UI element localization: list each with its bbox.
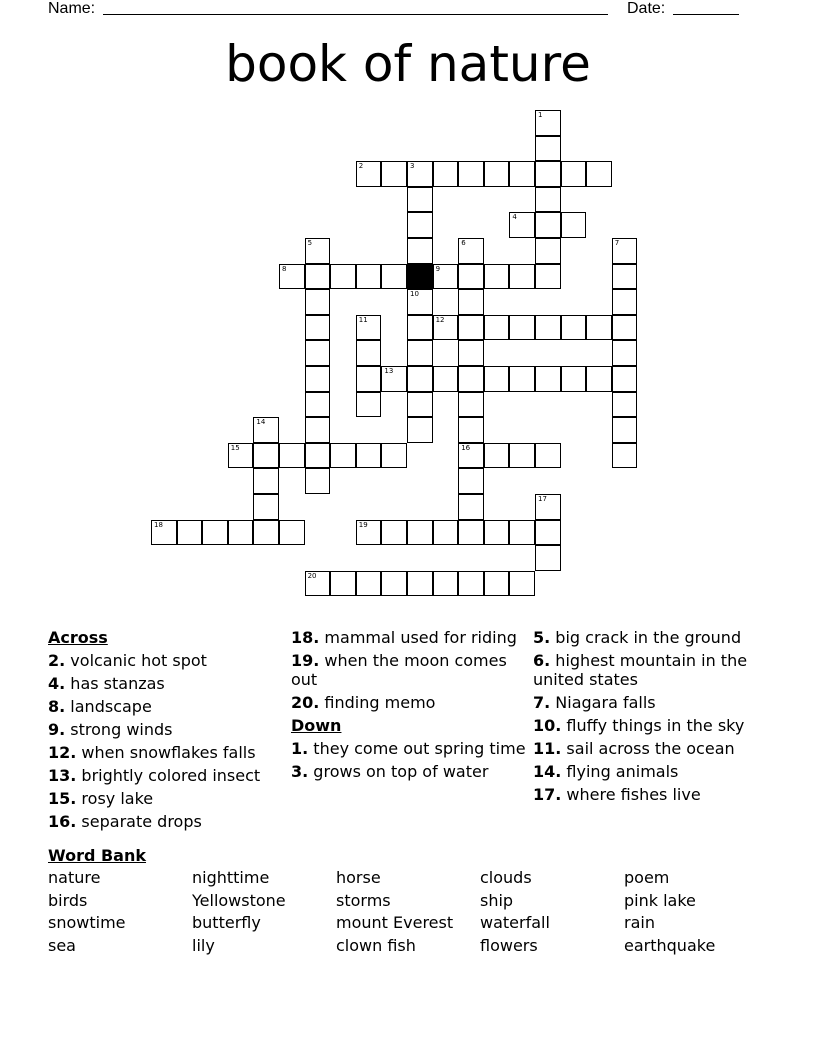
clue-item xyxy=(48,743,288,762)
crossword-cell[interactable] xyxy=(356,571,382,597)
clue-text: they come out spring time xyxy=(308,739,526,758)
clue-column-3 xyxy=(533,628,773,808)
clue-text: has stanzas xyxy=(65,674,165,693)
crossword-cell[interactable] xyxy=(509,571,535,597)
crossword-cell[interactable] xyxy=(305,315,331,341)
crossword-cell[interactable] xyxy=(407,212,433,238)
clue-number: 10. xyxy=(533,716,562,735)
crossword-cell[interactable] xyxy=(407,366,433,392)
crossword-cell[interactable] xyxy=(612,315,638,341)
clue-item xyxy=(48,766,288,785)
crossword-cell[interactable] xyxy=(356,366,382,392)
clue-text: sail across the ocean xyxy=(561,739,735,758)
word-bank-item: nature xyxy=(48,868,101,887)
crossword-cell[interactable] xyxy=(509,161,535,187)
crossword-cell[interactable] xyxy=(407,340,433,366)
crossword-cell[interactable] xyxy=(458,289,484,315)
word-bank-item: snowtime xyxy=(48,913,126,932)
crossword-cell[interactable] xyxy=(177,520,203,546)
crossword-cell[interactable] xyxy=(484,315,510,341)
crossword-cell[interactable] xyxy=(279,443,305,469)
word-bank-item: mount Everest xyxy=(336,913,454,932)
crossword-cell[interactable] xyxy=(612,264,638,290)
word-bank-item: rain xyxy=(624,913,655,932)
clue-number: 4. xyxy=(48,674,66,693)
crossword-cell[interactable] xyxy=(305,468,331,494)
clue-number: 2. xyxy=(48,651,66,670)
clue-number: 11. xyxy=(533,739,562,758)
clue-item xyxy=(291,739,531,758)
crossword-cell[interactable] xyxy=(561,315,587,341)
word-bank-item: birds xyxy=(48,890,88,910)
word-bank-item: waterfall xyxy=(480,913,550,932)
crossword-cell[interactable] xyxy=(458,571,484,597)
clue-text: separate drops xyxy=(76,812,202,831)
word-bank-item: poem xyxy=(624,868,670,887)
name-label: Name: xyxy=(48,0,96,17)
clue-text: volcanic hot spot xyxy=(65,651,207,670)
clue-item xyxy=(48,651,288,670)
cell-number: 8 xyxy=(282,264,287,273)
crossword-cell[interactable] xyxy=(561,161,587,187)
cell-number: 1 xyxy=(538,111,543,119)
crossword-cell[interactable] xyxy=(305,392,331,418)
clue-number: 3. xyxy=(291,762,309,781)
crossword-cell[interactable] xyxy=(305,340,331,366)
crossword-cell[interactable] xyxy=(535,494,561,520)
crossword-cell[interactable] xyxy=(433,264,459,290)
crossword-cell[interactable] xyxy=(458,417,484,443)
clue-item xyxy=(291,693,531,712)
crossword-cell[interactable] xyxy=(484,264,510,290)
crossword-cell[interactable] xyxy=(484,571,510,597)
crossword-cell[interactable] xyxy=(151,520,177,546)
crossword-cell[interactable] xyxy=(612,238,638,264)
crossword-cell[interactable] xyxy=(381,366,407,392)
crossword-cell[interactable] xyxy=(407,520,433,546)
clue-text: brightly colored insect xyxy=(76,766,261,785)
crossword-cell[interactable] xyxy=(458,366,484,392)
clue-item xyxy=(291,651,531,689)
crossword-cell[interactable] xyxy=(330,443,356,469)
cell-number: 18 xyxy=(154,520,163,529)
clue-number: 16. xyxy=(48,812,77,831)
crossword-cell[interactable] xyxy=(407,315,433,341)
crossword-cell[interactable] xyxy=(381,520,407,546)
cell-number: 5 xyxy=(307,239,313,247)
cell-number: 19 xyxy=(358,520,368,529)
crossword-cell[interactable] xyxy=(484,520,510,546)
crossword-cell[interactable] xyxy=(356,315,382,341)
crossword-cell[interactable] xyxy=(458,494,484,520)
crossword-cell[interactable] xyxy=(612,392,638,418)
crossword-cell[interactable] xyxy=(356,443,382,469)
crossword-cell[interactable] xyxy=(509,315,535,341)
crossword-cell[interactable] xyxy=(330,264,356,290)
crossword-cell[interactable] xyxy=(484,161,510,187)
crossword-cell[interactable] xyxy=(535,136,561,162)
clue-text: flying animals xyxy=(561,762,679,781)
clue-number: 15. xyxy=(48,789,77,808)
crossword-cell[interactable] xyxy=(407,238,433,264)
clue-item xyxy=(533,762,773,781)
cell-number: 11 xyxy=(358,315,368,324)
crossword-cell[interactable] xyxy=(458,520,484,546)
crossword-cell[interactable] xyxy=(509,366,535,392)
word-bank-item: nighttime xyxy=(192,868,270,887)
cell-number: 20 xyxy=(307,571,317,580)
crossword-cell[interactable] xyxy=(253,417,279,443)
crossword-cell[interactable] xyxy=(535,264,561,290)
crossword-cell[interactable] xyxy=(509,443,535,469)
crossword-cell[interactable] xyxy=(381,443,407,469)
clue-number: 18. xyxy=(291,628,320,647)
crossword-cell[interactable] xyxy=(535,110,561,136)
crossword-cell[interactable] xyxy=(458,443,484,469)
crossword-black-square xyxy=(407,264,433,290)
crossword-cell[interactable] xyxy=(330,571,356,597)
crossword-cell[interactable] xyxy=(458,238,484,264)
cell-number: 2 xyxy=(358,162,364,171)
clue-text: finding memo xyxy=(319,693,436,712)
crossword-cell[interactable] xyxy=(612,366,638,392)
crossword-cell[interactable] xyxy=(356,340,382,366)
crossword-cell[interactable] xyxy=(509,264,535,290)
crossword-cell[interactable] xyxy=(535,212,561,238)
clue-text: Niagara falls xyxy=(550,693,656,712)
crossword-cell[interactable] xyxy=(356,264,382,290)
cell-number: 16 xyxy=(461,443,471,452)
across-heading: Across xyxy=(48,628,108,647)
crossword-cell[interactable] xyxy=(458,264,484,290)
crossword-cell[interactable] xyxy=(535,443,561,469)
clue-text: rosy lake xyxy=(76,789,154,808)
clue-number: 7. xyxy=(533,693,551,712)
crossword-cell[interactable] xyxy=(228,443,254,469)
crossword-cell[interactable] xyxy=(458,161,484,187)
clue-text: highest mountain in the united states xyxy=(533,651,748,689)
clue-text: when the moon comes out xyxy=(291,651,507,689)
clue-text: strong winds xyxy=(65,720,173,739)
clue-text: when snowflakes falls xyxy=(76,743,256,762)
down-heading: Down xyxy=(291,716,342,735)
cell-number: 13 xyxy=(384,367,394,375)
crossword-cell[interactable] xyxy=(407,187,433,213)
cell-number: 6 xyxy=(461,239,466,247)
crossword-cell[interactable] xyxy=(458,315,484,341)
crossword-cell[interactable] xyxy=(381,161,407,187)
crossword-cell[interactable] xyxy=(305,264,331,290)
clue-item xyxy=(48,674,288,693)
clue-text: landscape xyxy=(65,697,152,716)
crossword-cell[interactable] xyxy=(228,520,254,546)
crossword-cell[interactable] xyxy=(305,571,331,597)
clue-number: 17. xyxy=(533,785,562,804)
crossword-cell[interactable] xyxy=(509,212,535,238)
word-bank-item: ship xyxy=(480,890,514,910)
clue-text: mammal used for riding xyxy=(319,628,517,647)
crossword-cell[interactable] xyxy=(433,315,459,341)
word-bank-item: Yellowstone xyxy=(192,890,286,910)
cell-number: 3 xyxy=(410,162,415,171)
crossword-cell[interactable] xyxy=(535,238,561,264)
crossword-cell[interactable] xyxy=(407,392,433,418)
cell-number: 17 xyxy=(538,495,547,503)
word-bank-item: horse xyxy=(336,868,381,887)
clue-column-1 xyxy=(48,628,288,835)
crossword-cell[interactable] xyxy=(484,366,510,392)
word-bank-item: earthquake xyxy=(624,935,716,955)
crossword-cell[interactable] xyxy=(305,366,331,392)
crossword-cell[interactable] xyxy=(253,520,279,546)
crossword-cell[interactable] xyxy=(433,366,459,392)
crossword-cell[interactable] xyxy=(433,571,459,597)
crossword-cell[interactable] xyxy=(381,264,407,290)
word-bank-item: storms xyxy=(336,890,391,910)
cell-number: 10 xyxy=(410,290,419,299)
clue-item xyxy=(533,739,773,758)
clue-number: 12. xyxy=(48,743,77,762)
clue-item xyxy=(48,720,288,739)
crossword-cell[interactable] xyxy=(407,417,433,443)
crossword-cell[interactable] xyxy=(305,238,331,264)
crossword-cell[interactable] xyxy=(586,315,612,341)
cell-number: 14 xyxy=(256,418,266,427)
crossword-cell[interactable] xyxy=(535,315,561,341)
crossword-cell[interactable] xyxy=(561,212,587,238)
crossword-cell[interactable] xyxy=(458,468,484,494)
crossword-cell[interactable] xyxy=(202,520,228,546)
crossword-cell[interactable] xyxy=(407,289,433,315)
word-bank-title: Word Bank xyxy=(48,846,147,865)
crossword-cell[interactable] xyxy=(279,520,305,546)
clue-column-2 xyxy=(291,628,531,785)
crossword-cell[interactable] xyxy=(535,520,561,546)
word-bank-item: clouds xyxy=(480,868,532,887)
crossword-cell[interactable] xyxy=(458,392,484,418)
crossword-cell[interactable] xyxy=(612,443,638,469)
crossword-cell[interactable] xyxy=(535,366,561,392)
page-title: book of nature xyxy=(225,35,591,93)
crossword-cell[interactable] xyxy=(356,392,382,418)
crossword-cell[interactable] xyxy=(586,161,612,187)
clue-number: 13. xyxy=(48,766,77,785)
word-bank-item: clown fish xyxy=(336,935,416,955)
crossword-cell[interactable] xyxy=(535,545,561,571)
clue-item xyxy=(48,697,288,716)
crossword-cell[interactable] xyxy=(484,443,510,469)
clue-number: 14. xyxy=(533,762,562,781)
crossword-cell[interactable] xyxy=(509,520,535,546)
clue-item xyxy=(48,812,288,831)
crossword-cell[interactable] xyxy=(305,417,331,443)
crossword-cell[interactable] xyxy=(381,571,407,597)
crossword-cell[interactable] xyxy=(253,494,279,520)
word-bank-item: lily xyxy=(192,935,215,955)
crossword-cell[interactable] xyxy=(305,443,331,469)
crossword-cell[interactable] xyxy=(433,520,459,546)
crossword-cell[interactable] xyxy=(407,161,433,187)
crossword-cell[interactable] xyxy=(561,366,587,392)
crossword-cell[interactable] xyxy=(356,520,382,546)
crossword-cell[interactable] xyxy=(612,289,638,315)
word-bank-item: sea xyxy=(48,935,76,955)
clue-item xyxy=(291,628,531,647)
clue-number: 6. xyxy=(533,651,551,670)
crossword-cell[interactable] xyxy=(535,187,561,213)
crossword-cell[interactable] xyxy=(407,571,433,597)
crossword-cell[interactable] xyxy=(612,417,638,443)
clue-number: 9. xyxy=(48,720,66,739)
cell-number: 15 xyxy=(230,443,240,452)
clue-number: 8. xyxy=(48,697,66,716)
cell-number: 12 xyxy=(435,315,445,324)
crossword-cell[interactable] xyxy=(535,161,561,187)
cell-number: 9 xyxy=(435,264,441,273)
crossword-cell[interactable] xyxy=(458,340,484,366)
cell-number: 7 xyxy=(614,239,620,247)
crossword-cell[interactable] xyxy=(433,161,459,187)
crossword-cell[interactable] xyxy=(253,468,279,494)
clue-item xyxy=(533,716,773,735)
clue-number: 19. xyxy=(291,651,320,670)
word-bank-item: butterfly xyxy=(192,913,261,932)
crossword-cell[interactable] xyxy=(253,443,279,469)
word-bank-item: flowers xyxy=(480,935,538,955)
clue-number: 5. xyxy=(533,628,551,647)
clue-number: 20. xyxy=(291,693,320,712)
clue-item xyxy=(533,785,773,804)
crossword-cell[interactable] xyxy=(305,289,331,315)
clue-item xyxy=(533,651,773,689)
date-label: Date: xyxy=(627,0,666,17)
clue-item xyxy=(533,628,773,647)
crossword-cell[interactable] xyxy=(586,366,612,392)
cell-number: 4 xyxy=(512,213,517,222)
clue-number: 1. xyxy=(291,739,309,758)
clue-text: where fishes live xyxy=(561,785,701,804)
clue-item xyxy=(291,762,531,781)
crossword-cell[interactable] xyxy=(356,161,382,187)
crossword-cell[interactable] xyxy=(612,340,638,366)
word-bank-item: pink lake xyxy=(624,890,696,910)
clue-item xyxy=(533,693,773,712)
clue-text: big crack in the ground xyxy=(550,628,742,647)
clue-text: fluffy things in the sky xyxy=(561,716,745,735)
clue-text: grows on top of water xyxy=(308,762,489,781)
clue-item xyxy=(48,789,288,808)
crossword-cell[interactable] xyxy=(279,264,305,290)
